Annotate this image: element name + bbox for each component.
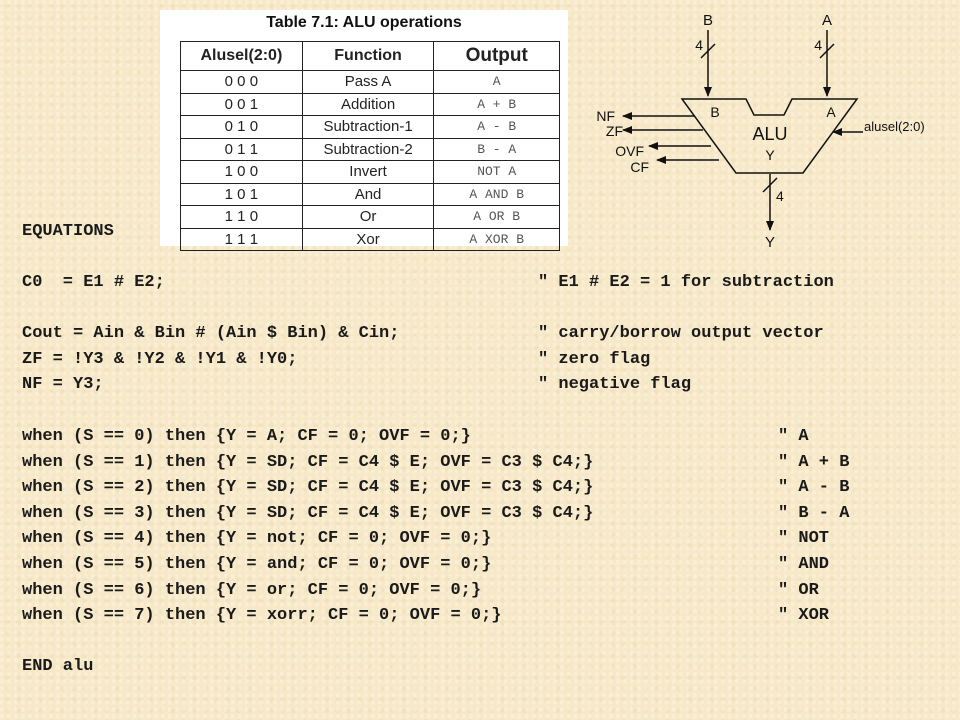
table-title: Table 7.1: ALU operations [266,14,462,31]
table-row [181,206,560,229]
code-line-when: when (S == 5) then {Y = and; CF = 0; OVF = 0;} [22,555,492,574]
alusel-cell: 1 1 1 [181,228,303,251]
output-cell: A AND B [434,183,560,206]
code-line-nf: NF = Y3; [22,375,104,394]
code-comment-when: " A [778,427,809,446]
alu-operations-table [160,10,568,246]
code-comment-cout: " carry/borrow output vector [538,324,824,343]
header-alusel: Alusel(2:0) [181,42,303,71]
flag-cf-label: CF [630,159,649,175]
input-b-label: B [702,12,714,29]
output-cell: A - B [434,116,560,139]
code-line-when: when (S == 3) then {Y = SD; CF = C4 $ E; OVF = C3 $ C4;} [22,504,594,523]
code-comment-c0: " E1 # E2 = 1 for subtraction [538,273,834,292]
code-comment-when: " XOR [778,606,830,625]
port-a-label: A [826,104,836,120]
alusel-cell: 1 0 1 [181,183,303,206]
function-cell: Invert [302,161,434,184]
code-line-cout: Cout = Ain & Bin # (Ain $ Bin) & Cin; [22,324,400,343]
header-function: Function [302,42,434,71]
width-b-label: 4 [695,37,703,53]
select-label: alusel(2:0) [864,119,925,134]
code-line-when: when (S == 2) then {Y = SD; CF = C4 $ E; OVF = C3 $ C4;} [22,478,594,497]
alusel-cell: 0 1 1 [181,138,303,161]
alusel-cell: 0 0 0 [181,71,303,94]
code-comment-nf: " negative flag [538,375,692,394]
function-cell: Or [302,206,434,229]
port-b-label: B [710,104,720,120]
flag-nf-label: NF [596,108,615,124]
table-row [181,116,560,139]
output-cell: B - A [434,138,560,161]
code-comment-when: " B - A [778,504,850,523]
output-cell: NOT A [434,161,560,184]
function-cell: Subtraction-2 [302,138,434,161]
table-row [181,71,560,94]
alusel-cell: 1 1 0 [181,206,303,229]
alu-block-diagram [585,0,960,255]
alusel-cell: 0 0 1 [181,93,303,116]
alusel-cell: 0 1 0 [181,116,303,139]
code-line-zf: ZF = !Y3 & !Y2 & !Y1 & !Y0; [22,350,298,369]
width-y-label: 4 [776,188,784,204]
table-row [181,183,560,206]
code-comment-when: " OR [778,581,819,600]
code-comment-when: " A - B [778,478,850,497]
function-cell: Pass A [302,71,434,94]
output-cell: A [434,71,560,94]
output-cell: A XOR B [434,228,560,251]
output-cell: A OR B [434,206,560,229]
table-row [181,161,560,184]
flag-ovf-label: OVF [615,143,644,159]
input-a-label: A [821,12,833,29]
code-comment-zf: " zero flag [538,350,651,369]
alusel-cell: 1 0 0 [181,161,303,184]
output-y-label: Y [764,234,776,251]
code-line-end: END alu [22,657,94,676]
operations-grid [180,41,560,251]
code-comment-when: " AND [778,555,830,574]
code-line-c0: C0 = E1 # E2; [22,273,165,292]
code-comment-when: " NOT [778,529,830,548]
function-cell: Xor [302,228,434,251]
flag-zf-label: ZF [605,123,623,139]
port-y-label: Y [765,147,775,163]
equations-keyword: EQUATIONS [22,222,114,241]
code-comment-when: " A + B [778,453,850,472]
alu-label: ALU [752,124,788,144]
function-cell: Addition [302,93,434,116]
code-line-when: when (S == 7) then {Y = xorr; CF = 0; OVF = 0;} [22,606,502,625]
table-row [181,228,560,251]
code-line-when: when (S == 1) then {Y = SD; CF = C4 $ E; OVF = C3 $ C4;} [22,453,594,472]
table-row [181,93,560,116]
output-cell: A + B [434,93,560,116]
table-header-row [181,42,560,71]
width-a-label: 4 [814,37,822,53]
code-line-when: when (S == 4) then {Y = not; CF = 0; OVF = 0;} [22,529,492,548]
code-line-when: when (S == 6) then {Y = or; CF = 0; OVF = 0;} [22,581,482,600]
header-output: Output [434,42,560,71]
code-line-when: when (S == 0) then {Y = A; CF = 0; OVF = 0;} [22,427,471,446]
table-row [181,138,560,161]
function-cell: Subtraction-1 [302,116,434,139]
function-cell: And [302,183,434,206]
